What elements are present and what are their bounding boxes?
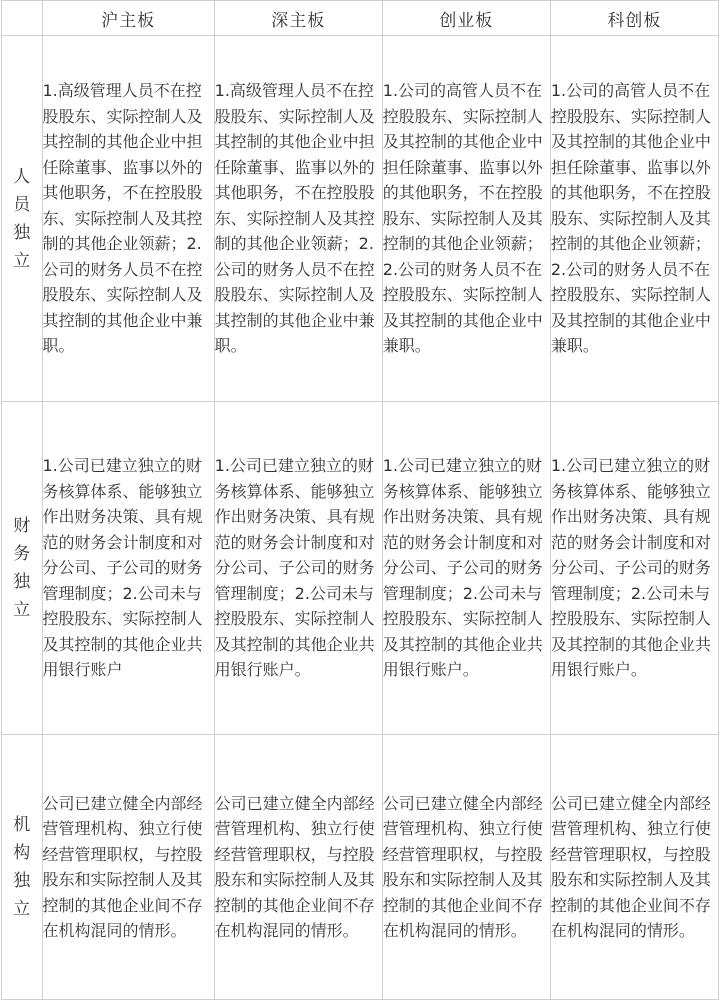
table-cell: 1.公司的高管人员不在控股股东、实际控制人及其控制的其他企业中担任除董事、监事以外的其他职务，不在控股股东、实际控制人及其控制的其他企业领薪；2.公司的财务人员不在控股股东、实际控制人及其控制的其他企业中兼职。 bbox=[382, 36, 550, 402]
table-cell: 1.高级管理人员不在控股股东、实际控制人及其控制的其他企业中担任除董事、监事以外的其他职务，不在控股股东、实际控制人及其控制的其他企业领薪；2.公司的财务人员不在控股股东、实际控制人及其控制的其他企业中兼职。 bbox=[42, 36, 214, 402]
table-cell: 公司已建立健全内部经营管理机构、独立行使经营管理职权，与控股股东和实际控制人及其控制的其他企业间不存在机构混同的情形。 bbox=[214, 735, 382, 1000]
table-cell: 1.公司的高管人员不在控股股东、实际控制人及其控制的其他企业中担任除董事、监事以外的其他职务，不在控股股东、实际控制人及其控制的其他企业领薪；2.公司的财务人员不在控股股东、实际控制人及其控制的其他企业中兼职。 bbox=[550, 36, 718, 402]
corner-cell bbox=[2, 1, 43, 36]
row-label-organization: 机构独立 bbox=[2, 735, 43, 1000]
table-cell: 1.公司已建立独立的财务核算体系、能够独立作出财务决策、具有规范的财务会计制度和对分公司、子公司的财务管理制度；2.公司未与控股股东、实际控制人及其控制的其他企业共用银行账户。 bbox=[214, 402, 382, 735]
row-label-finance: 财务独立 bbox=[2, 402, 43, 735]
row-label-personnel: 人员独立 bbox=[2, 36, 43, 402]
table-cell: 1.公司已建立独立的财务核算体系、能够独立作出财务决策、具有规范的财务会计制度和对分公司、子公司的财务管理制度；2.公司未与控股股东、实际控制人及其控制的其他企业共用银行账户。 bbox=[382, 402, 550, 735]
table-cell: 1.公司已建立独立的财务核算体系、能够独立作出财务决策、具有规范的财务会计制度和对分公司、子公司的财务管理制度；2.公司未与控股股东、实际控制人及其控制的其他企业共用银行账户 bbox=[42, 402, 214, 735]
header-chinext: 创业板 bbox=[382, 1, 550, 36]
table-row-finance bbox=[2, 402, 719, 735]
header-row bbox=[2, 1, 719, 36]
table-cell: 1.公司已建立独立的财务核算体系、能够独立作出财务决策、具有规范的财务会计制度和对分公司、子公司的财务管理制度；2.公司未与控股股东、实际控制人及其控制的其他企业共用银行账户。 bbox=[550, 402, 718, 735]
table-cell: 公司已建立健全内部经营管理机构、独立行使经营管理职权，与控股股东和实际控制人及其控制的其他企业间不存在机构混同的情形。 bbox=[382, 735, 550, 1000]
header-sh-main-board: 沪主板 bbox=[42, 1, 214, 36]
table-cell: 1.高级管理人员不在控股股东、实际控制人及其控制的其他企业中担任除董事、监事以外的其他职务，不在控股股东、实际控制人及其控制的其他企业领薪；2.公司的财务人员不在控股股东、实际控制人及其控制的其他企业中兼职。 bbox=[214, 36, 382, 402]
table-cell: 公司已建立健全内部经营管理机构、独立行使经营管理职权，与控股股东和实际控制人及其控制的其他企业间不存在机构混同的情形。 bbox=[550, 735, 718, 1000]
header-star-market: 科创板 bbox=[550, 1, 718, 36]
header-sz-main-board: 深主板 bbox=[214, 1, 382, 36]
table-cell: 公司已建立健全内部经营管理机构、独立行使经营管理职权，与控股股东和实际控制人及其控制的其他企业间不存在机构混同的情形。 bbox=[42, 735, 214, 1000]
table-row-organization bbox=[2, 735, 719, 1000]
comparison-table bbox=[1, 0, 719, 1000]
table-row-personnel bbox=[2, 36, 719, 402]
